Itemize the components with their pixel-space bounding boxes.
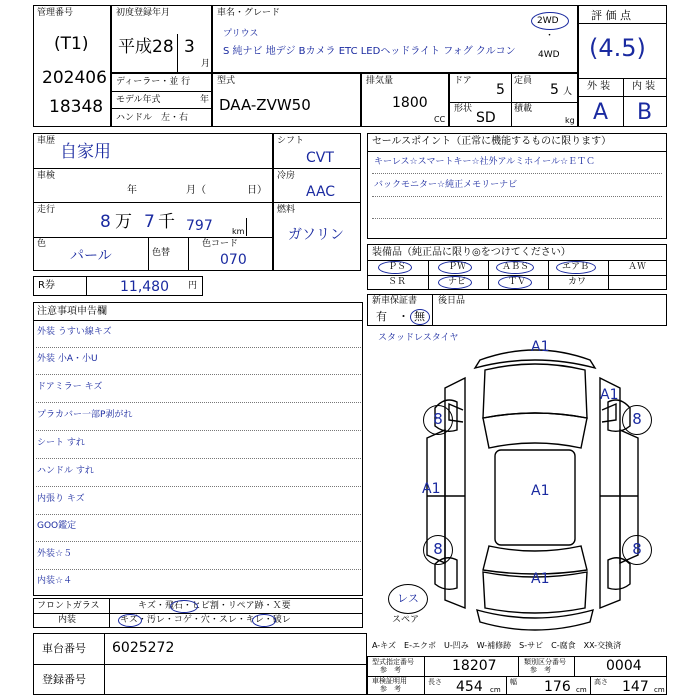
first-reg-label: 初度登録年月	[116, 8, 171, 18]
door-box	[449, 73, 578, 127]
inspection-year-unit: 年	[127, 185, 137, 196]
mileage-man: 8	[100, 212, 111, 232]
type-designation: 18207	[452, 658, 497, 674]
mileage-label: 走行	[37, 205, 56, 215]
sales-line1: キーレス☆スマートキー☆社外アルミホイール☆ＥＴＣ	[374, 157, 596, 167]
sen-unit: 千	[158, 212, 175, 232]
mark-center: A1	[531, 483, 550, 499]
warranty-no: 無	[414, 310, 425, 323]
model-year-label: モデル年式	[116, 95, 161, 105]
era: 平成	[118, 37, 152, 57]
history-label: 車歴	[37, 136, 56, 146]
tv-circle	[498, 276, 532, 289]
note-7: 内張り キズ	[37, 494, 85, 504]
handle-label: ハンドル 左・右	[116, 113, 189, 123]
warranty-dot: ・	[398, 310, 409, 323]
length-unit: cm	[490, 686, 501, 694]
type-designation-label: 型式指定番号	[372, 658, 414, 666]
color-value: パール	[70, 248, 112, 264]
note-3: ドアミラー キズ	[37, 382, 103, 392]
displacement-label: 排気量	[366, 76, 394, 86]
mark-front-right: A1	[600, 387, 619, 403]
airbag-circle	[556, 261, 596, 274]
fuel-value: ガソリン	[288, 227, 344, 243]
note-1: 外装 うすい線キズ	[37, 327, 112, 337]
dealer-box	[111, 73, 212, 127]
length-label: 長さ	[428, 678, 442, 686]
car-name: プリウス	[223, 29, 259, 39]
width-label: 幅	[510, 678, 517, 686]
mark-left-side: A1	[422, 481, 441, 497]
capacity-label: 定員	[514, 76, 533, 86]
pw-circle	[438, 261, 472, 274]
score-value: (4.5)	[589, 34, 646, 62]
studless-note: スタッドレスタイヤ	[378, 333, 459, 343]
equip-airbag: エアＢ	[562, 262, 590, 272]
model-code-label: 型式	[217, 76, 236, 86]
capacity: 5	[550, 82, 559, 98]
equip-tv: ＴＶ	[508, 277, 527, 287]
score-label: 評 価 点	[591, 9, 631, 22]
navi-circle	[438, 276, 472, 289]
note-8: GOO鑑定	[37, 521, 77, 531]
dealer-label: ディーラー・並 行	[116, 77, 191, 87]
mgmt-code: (T1)	[54, 34, 89, 54]
door-label: ドア	[454, 76, 472, 86]
warranty-yes: 有	[376, 310, 387, 323]
drive-4wd: 4WD	[538, 50, 560, 60]
equip-abs: ＡＢＳ	[502, 262, 530, 272]
exterior-grade: A	[593, 100, 609, 125]
recycle-label: R券	[38, 280, 55, 291]
model-code: DAA-ZVW50	[219, 96, 311, 114]
manual-label: 後日品	[438, 296, 466, 306]
tire-front-left: 8	[423, 405, 453, 435]
man-unit: 万	[115, 212, 132, 232]
note-9: 外装☆５	[37, 549, 73, 559]
warranty-circle	[410, 309, 430, 325]
color-label: 色	[37, 239, 47, 249]
inspection-label: 車検	[37, 171, 56, 181]
history-box	[33, 133, 273, 271]
model-code-box	[212, 73, 361, 127]
interior-cond-text: キズ・汚レ・コゲ・穴・スレ・キレ・破レ	[120, 615, 291, 625]
aircon-value: AAC	[306, 184, 336, 200]
cert-label: 車検証明用	[372, 677, 407, 685]
score-box	[578, 5, 667, 127]
load-label: 積載	[514, 104, 533, 114]
exterior-label: 外 装	[587, 81, 611, 92]
drive-circle	[531, 12, 569, 30]
recycle-box	[33, 276, 203, 296]
tire-rear-left: 8	[423, 535, 453, 565]
mark-front: A1	[531, 339, 550, 355]
chassis-label: 車台番号	[42, 642, 86, 655]
management-number-box	[33, 5, 111, 127]
car-name-label: 車名・グレード	[217, 8, 281, 18]
doors: 5	[496, 82, 505, 98]
recycle-unit: 円	[188, 281, 198, 291]
note-2: 外装 小A・小U	[37, 354, 98, 364]
abs-circle	[496, 261, 534, 274]
color-change-label: 色替	[152, 248, 171, 258]
mgmt-num1: 202406	[42, 68, 107, 88]
tire-front-right: 8	[622, 405, 652, 435]
aircon-label: 冷房	[277, 171, 296, 181]
fuel-label: 燃料	[277, 205, 296, 215]
car-name-box	[212, 5, 578, 73]
type-ref: 参 考	[380, 666, 401, 674]
glass-box	[33, 598, 363, 628]
inspection-month-unit: 月（	[186, 185, 206, 196]
mgmt-num2: 18348	[49, 97, 104, 117]
warranty-label: 新車保証書	[372, 296, 418, 306]
capacity-unit: 人	[563, 87, 573, 97]
reg-label: 登録番号	[42, 673, 86, 686]
month-unit: 月	[201, 59, 211, 69]
drive-dot: ・	[545, 31, 555, 41]
spare-mark: レス	[388, 584, 428, 614]
width: 176	[544, 679, 571, 695]
load-unit: kg	[565, 116, 575, 125]
note-10: 内装☆４	[37, 576, 73, 586]
color-code-label: 色コード	[202, 239, 239, 249]
reg-month: 3	[184, 37, 195, 57]
displacement-box	[361, 73, 449, 127]
front-glass-text: キズ・飛石・ヒビ割・リペア跡・Ｘ要	[138, 601, 291, 611]
cert-ref: 参 考	[380, 685, 401, 693]
note-5: シート すれ	[37, 438, 85, 448]
recycle-amount: 11,480	[120, 279, 169, 295]
notes-label: 注意事項申告欄	[37, 306, 107, 317]
ps-circle	[378, 261, 412, 274]
shift-value: CVT	[306, 150, 334, 166]
shift-label: シフト	[277, 136, 305, 146]
sales-points-label: セールスポイント（正常に機能するものに限ります）	[372, 136, 612, 147]
damage-legend: A-キズ E-エクボ U-凹み W-補修跡 S-サビ C-腐食 XX-交換済	[372, 641, 622, 650]
kizu-circle	[118, 614, 142, 627]
color-code: 070	[220, 252, 247, 268]
car-grade: S 純ナビ 地デジ Bカメラ ETC LEDヘッドライト フォグ クルコン	[223, 46, 516, 57]
displacement: 1800	[392, 95, 428, 111]
equip-aw: ＡＷ	[628, 262, 647, 272]
reg-year: 28	[152, 37, 174, 57]
mgmt-label: 管理番号	[37, 8, 74, 18]
sales-points-box	[367, 133, 667, 239]
equipment-label: 装備品（純正品に限り◎をつけてください）	[372, 247, 571, 258]
sales-line2: バックモニター☆純正メモリーナビ	[374, 180, 518, 190]
note-4: プラカバー一部P剥がれ	[37, 410, 133, 420]
category: 0004	[606, 658, 642, 674]
height-unit: cm	[654, 686, 665, 694]
sure-circle	[252, 614, 276, 627]
equip-sr: ＳＲ	[388, 277, 407, 287]
km-unit: km	[232, 227, 245, 236]
category-label: 類別区分番号	[524, 658, 566, 666]
equipment-box	[367, 244, 667, 290]
inspection-day-unit: 日）	[247, 185, 267, 196]
equip-ps: ＰＳ	[388, 262, 407, 272]
first-registration-box	[111, 5, 212, 73]
shift-box	[273, 133, 361, 271]
shape-label: 形状	[454, 104, 473, 114]
spec-box	[367, 656, 667, 695]
mileage-rest: 797	[186, 218, 213, 234]
front-glass-label: フロントガラス	[37, 601, 100, 611]
notes-box	[33, 302, 363, 596]
chassis-box	[33, 633, 367, 695]
equip-leather: カワ	[568, 277, 587, 287]
history-value: 自家用	[60, 142, 111, 162]
equip-navi: ナビ	[448, 277, 467, 287]
note-6: ハンドル すれ	[37, 466, 94, 476]
equip-pw: ＰＷ	[448, 262, 467, 272]
interior-label: 内 装	[632, 81, 656, 92]
tire-rear-right: 8	[622, 535, 652, 565]
height: 147	[622, 679, 649, 695]
interior-cond-label: 内装	[58, 615, 77, 625]
interior-grade: B	[637, 100, 653, 125]
drive-2wd: 2WD	[537, 16, 559, 26]
height-label: 高さ	[594, 678, 608, 686]
mileage-sen: 7	[144, 212, 155, 232]
spare-label: スペア	[392, 615, 420, 625]
hiseki-circle	[170, 600, 198, 613]
chassis-number: 6025272	[112, 640, 175, 656]
mark-rear: A1	[531, 571, 550, 587]
warranty-box	[367, 294, 667, 326]
shape: SD	[476, 110, 496, 126]
model-year-unit: 年	[200, 95, 210, 105]
displacement-unit: CC	[434, 115, 446, 124]
length: 454	[456, 679, 483, 695]
category-ref: 参 考	[530, 666, 551, 674]
width-unit: cm	[576, 686, 587, 694]
